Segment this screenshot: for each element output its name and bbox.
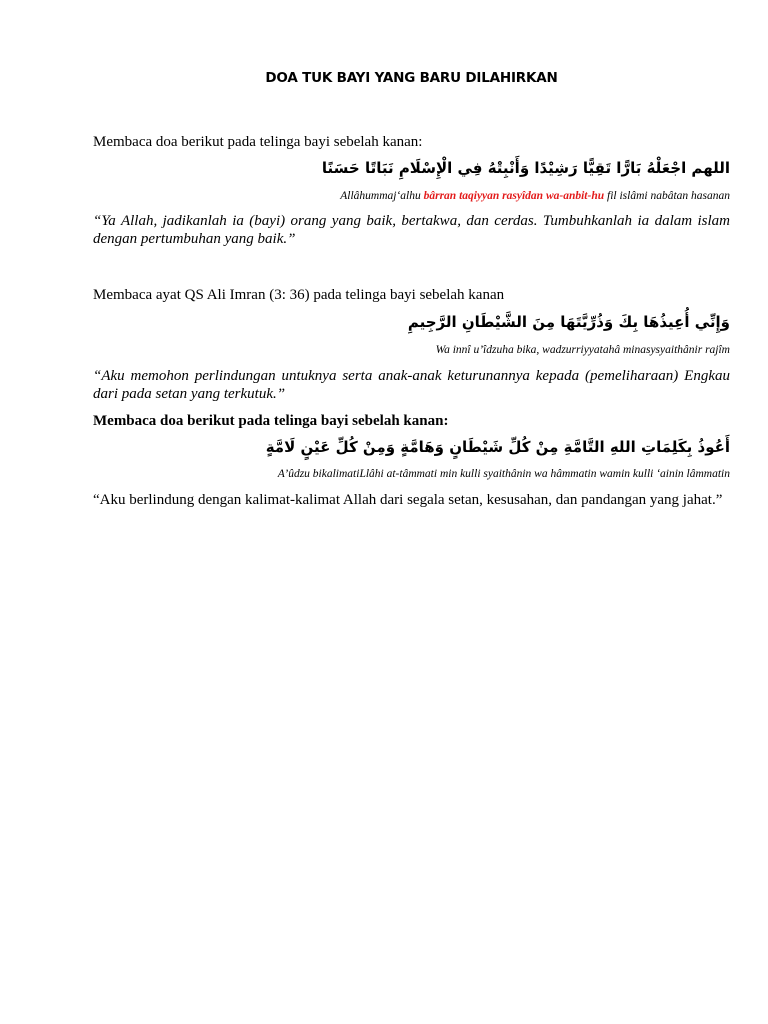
section-2-transliteration: Wa innî u’îdzuha bika, wadzurriyyatahâ minasysyaithânir rajîm (435, 344, 730, 356)
transliteration-highlight: bârran taqiyyan rasyîdan wa-anbit-hu (423, 190, 605, 202)
section-3-transliteration: A’ûdzu bikalimatiLlâhi at-tâmmati min kulli syaithânin wa hâmmatin wamin kulli ‘ainin lâmmatin (277, 468, 730, 480)
transliteration-part: fil islâmi nabâtan hasanan (604, 190, 730, 202)
section-2-arabic-verse: وَإِنِّي أُعِيذُهَا بِكَ وَذُرِّيَّتَهَا مِنَ الشَّيْطَانِ الرَّجِيمِ (407, 313, 730, 331)
document-title: DOA TUK BAYI YANG BARU DILAHIRKAN (265, 70, 558, 86)
section-3-meaning: “Aku berlindung dengan kalimat-kalimat Allah dari segala setan, kesusahan, dan pandangan yang jahat.” (93, 492, 723, 508)
section-1-transliteration (93, 189, 730, 203)
section-1-arabic-prayer: اللهم اجْعَلْهُ بَارًّا تَقِيًّا رَشِيْدًا وَأَنْبِتْهُ فِي الْإِسْلَامِ نَبَاتًا حَسَنًا (321, 159, 730, 177)
section-1-meaning: “Ya Allah, jadikanlah ia (bayi) orang yang baik, bertakwa, dan cerdas. Tumbuhkanlah ia dalam islam dengan pertumbuhan yang baik.” (93, 213, 730, 247)
transliteration-part: Allâhummaj‘alhu (340, 190, 424, 202)
section-2-meaning: “Aku memohon perlindungan untuknya serta anak-anak keturunannya kepada (pemeliharaan) Engkau dari pada setan yang terkutuk.” (93, 368, 730, 402)
section-2-instruction: Membaca ayat QS Ali Imran (3: 36) pada telinga bayi sebelah kanan (93, 287, 505, 303)
section-3-instruction: Membaca doa berikut pada telinga bayi sebelah kanan: (93, 413, 449, 429)
section-1-instruction: Membaca doa berikut pada telinga bayi sebelah kanan: (93, 134, 423, 150)
section-3-arabic-prayer: أَعُوذُ بِكَلِمَاتِ اللهِ التَّامَّةِ مِنْ كُلِّ شَيْطَانٍ وَهَامَّةٍ وَمِنْ كُلِّ عَيْنٍ لَامَّةٍ (265, 438, 730, 456)
